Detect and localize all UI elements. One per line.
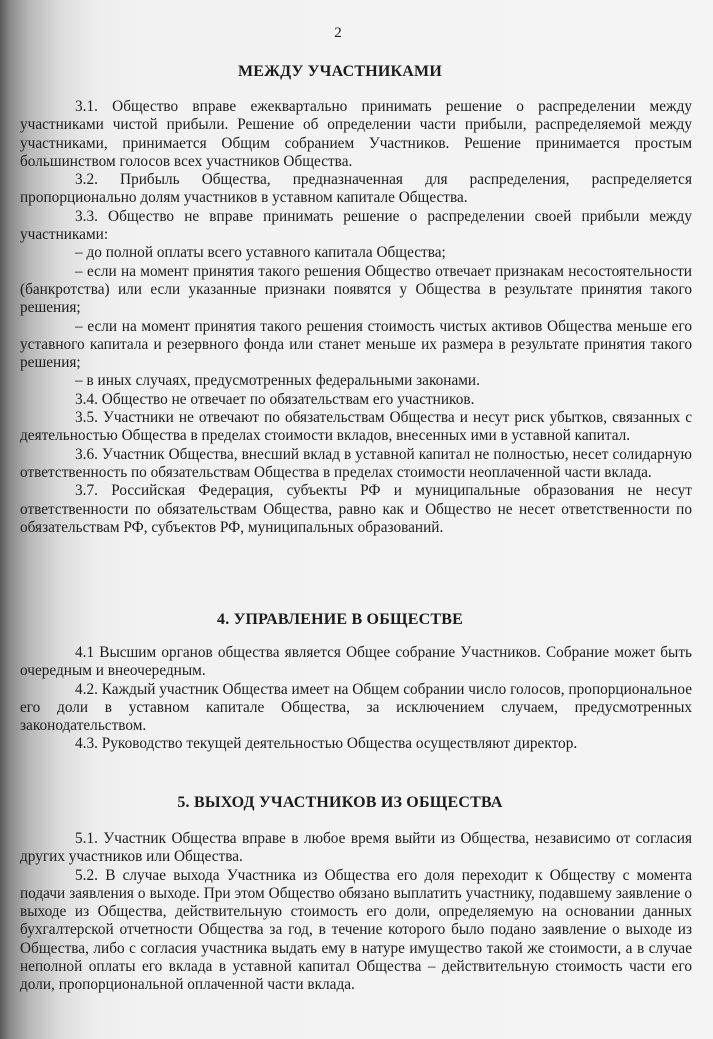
- section-3-body: [20, 98, 692, 537]
- paragraph-3-7: 3.7. Российская Федерация, субъекты РФ и муниципальные образования не несут ответственности по обязательствам Общества, равно как и Общество не несет ответственности по обязательствам РФ, субъектов РФ, муниципальных образований.: [20, 482, 692, 536]
- paragraph-5-2: 5.2. В случае выхода Участника из Общества его доля переходит к Обществу с момента подачи заявления о выходе. При этом Общество обязано выплатить участнику, подавшему заявление о выходе из Общества, действительную стоимость его доли, определяемую на основании данных бухгалтерской отчетности Общества за год, в течение которого было подано заявление о выходе из Общества, либо с согласия участника выдать ему в натуре имущество такой же стоимости, а в случае неполной оплаты его вклада в уставной капитал Общества – действительную стоимость части его доли, пропорциональной оплаченной части вклада.: [20, 866, 692, 994]
- list-item: – если на момент принятия такого решения стоимость чистых активов Общества меньше его уставного капитала и резервного фонда или станет меньше их размера в результате принятия такого решения;: [20, 317, 692, 372]
- section-5-heading: 5. ВЫХОД УЧАСТНИКОВ ИЗ ОБЩЕСТВА: [177, 794, 503, 811]
- section-5-body: [20, 830, 692, 995]
- paragraph-5-1: 5.1. Участник Общества вправе в любое время выйти из Общества, независимо от согласия других участников или Общества.: [20, 830, 692, 866]
- list-item: – если на момент принятия такого решения Общество отвечает признакам несостоятельности (банкротства) или если указанные признаки появятся у Общества в результате принятия такого решения;: [20, 262, 692, 317]
- paragraph-4-1: 4.1 Высшим органов общества является Общее собрание Участников. Собрание может быть очередным и внеочередным.: [20, 644, 692, 680]
- section-4-body: [20, 644, 692, 754]
- list-item: – в иных случаях, предусмотренных федеральными законами.: [75, 372, 480, 390]
- paragraph-4-3: 4.3. Руководство текущей деятельностью Общества осуществляют директор.: [75, 735, 578, 753]
- paragraph-3-3: 3.3. Общество не вправе принимать решение о распределении своей прибыли между участниками:: [20, 207, 692, 244]
- paragraph-3-1: 3.1. Общество вправе ежеквартально принимать решение о распределении между участниками чистой прибыли. Решение об определении части прибыли, распределяемой между участниками, принимается Общим собранием Участников. Решение принимается простым большинством голосов всех участников Общества.: [20, 98, 692, 170]
- list-item: – до полной оплаты всего уставного капитала Общества;: [75, 244, 446, 262]
- paragraph-3-5: 3.5. Участники не отвечают по обязательствам Общества и несут риск убытков, связанных с деятельностью Общества в пределах стоимости вкладов, внесенных ими в уставной капитал.: [20, 409, 692, 445]
- paragraph-4-2: 4.2. Каждый участник Общества имеет на Общем собрании число голосов, пропорциональное его доли в уставном капитале Общества, за исключением случаем, предусмотренных законодательством.: [20, 680, 692, 735]
- section-3-heading: МЕЖДУ УЧАСТНИКАМИ: [237, 63, 442, 80]
- section-4-heading: 4. УПРАВЛЕНИЕ В ОБЩЕСТВЕ: [217, 611, 463, 628]
- paragraph-3-2: 3.2. Прибыль Общества, предназначенная для распределения, распределяется пропорционально долям участников в уставном капитале Общества.: [20, 171, 692, 207]
- page-number: 2: [334, 25, 342, 41]
- paragraph-3-4: 3.4. Общество не отвечает по обязательствам его участников.: [75, 390, 475, 408]
- paragraph-3-6: 3.6. Участник Общества, внесший вклад в уставной капитал не полностью, несет солидарную ответственность по обязательствам Общества в пределах стоимости неоплаченной части вклада.: [20, 445, 692, 481]
